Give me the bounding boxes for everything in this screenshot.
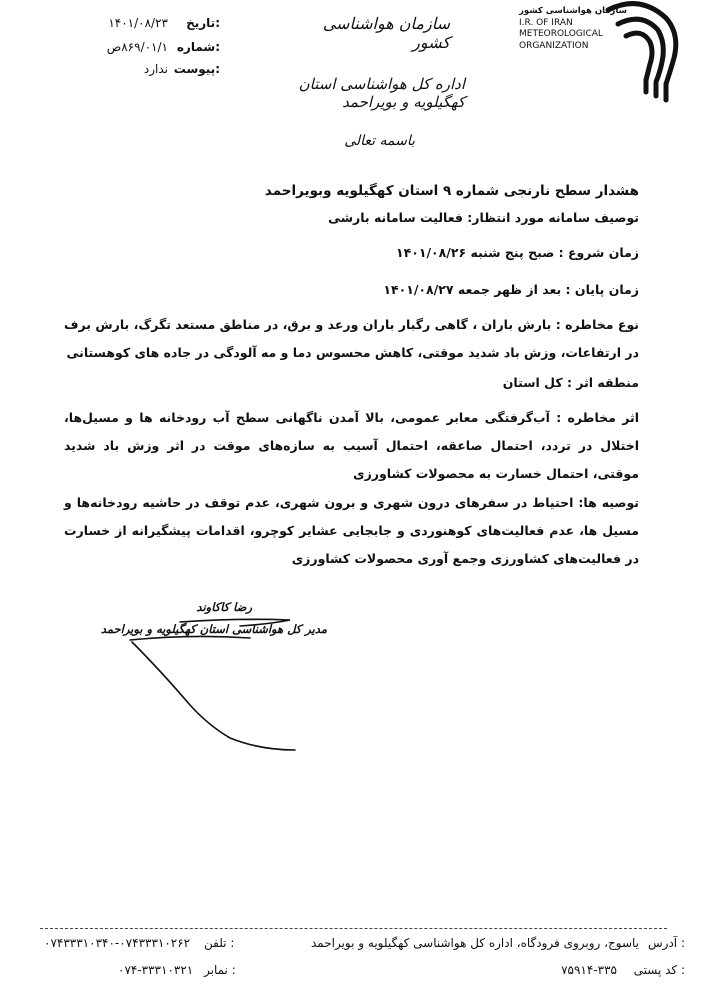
fax-label: نمابر :: [204, 963, 236, 977]
fax-value: ۰۷۴-۳۳۳۱۰۳۲۱: [118, 963, 194, 977]
logo-en-line2: METEOROLOGICAL: [519, 29, 603, 39]
number-label: شماره:: [176, 40, 220, 54]
attachment-row: [100, 62, 220, 80]
phone-label: تلفن :: [204, 936, 235, 950]
attachment-value: ندارد: [143, 62, 168, 76]
date-value: ۱۴۰۱/۰۸/۲۳: [108, 16, 168, 30]
attachment-label: پیوست:: [173, 62, 220, 76]
postal-value: ۷۵۹۱۴-۳۳۵: [561, 963, 617, 977]
number-row: [100, 40, 220, 58]
impact-paragraph: اثر مخاطره : آب‌گرفتگی معابر عمومی، بالا آمدن ناگهانی سطح آب رودخانه ها و مسیل‌ها، اختلال در تردد، احتمال صاعقه، احتمال آسیب به سازه‌های موقت در اثر وزش باد شدید موقتی، احتمال خسارت به محصولات کشاورزی: [64, 410, 639, 481]
logo-en-line3: ORGANIZATION: [519, 40, 589, 51]
signatory-name: رضا کاکاوند: [196, 600, 252, 614]
end-time: زمان پایان : بعد از ظهر جمعه ۱۴۰۱/۰۸/۲۷: [383, 282, 639, 297]
phone-value: ۰۷۴۳۳۳۱۰۳۴۰-۰۷۴۳۳۳۱۰۲۶۲: [44, 936, 191, 950]
number-value: ۸۶۹/۰۱/۱ص: [106, 40, 168, 54]
meteorological-organization-logo-icon: [600, 0, 680, 120]
address-value: یاسوج، روبروی فرودگاه، اداره کل هواشناسی کهگیلویه و بویراحمد: [310, 936, 639, 950]
date-row: [100, 16, 220, 34]
date-label: تاریخ:: [186, 16, 220, 30]
postal-label: کد پستی :: [633, 963, 685, 977]
dept-name-heading: اداره کل هواشناسی استان کهگیلویه و بویراحمد: [298, 75, 465, 111]
warning-title: هشدار سطح نارنجی شماره ۹ استان کهگیلویه وبویراحمد: [264, 183, 639, 199]
hazard-type-paragraph: نوع مخاطره : بارش باران ، گاهی رگبار باران ورعد و برق، در مناطق مستعد تگرگ، بارش برف در ارتفاعات، وزش باد شدید موقتی، کاهش محسوس دما و مه آلودگی در جاده های کوهستانی: [64, 317, 639, 360]
handwritten-signature-icon: [120, 610, 320, 760]
signatory-title: مدیر کل هواشناسی استان کهگیلویه و بویراحمد: [100, 622, 327, 636]
logo-en-line1: I.R. OF IRAN: [519, 17, 573, 28]
logo-fa-text: سازمان هواشناسی کشور: [519, 6, 628, 16]
bismillah: باسمه تعالی: [344, 133, 415, 149]
start-time: زمان شروع : صبح پنج شنبه ۱۴۰۱/۰۸/۲۶: [395, 245, 639, 260]
region-line: منطقه اثر : کل استان: [502, 375, 639, 390]
footer-divider: [40, 928, 667, 929]
advice-paragraph: توصیه ها: احتیاط در سفرهای درون شهری و برون شهری، عدم توقف در حاشیه رودخانه‌ها و مسیل ها، عدم فعالیت‌های کوهنوردی و جابجایی عشایر کوچرو، اقدامات پیشگیرانه از خسارت در فعالیت‌های کشاورزی وجمع آوری محصولات کشاورزی: [64, 495, 639, 566]
org-name-heading: سازمان هواشناسی کشور: [322, 14, 450, 52]
warning-subtitle: توصیف سامانه مورد انتظار: فعالیت سامانه بارشی: [328, 210, 639, 225]
address-label: آدرس :: [648, 936, 685, 950]
